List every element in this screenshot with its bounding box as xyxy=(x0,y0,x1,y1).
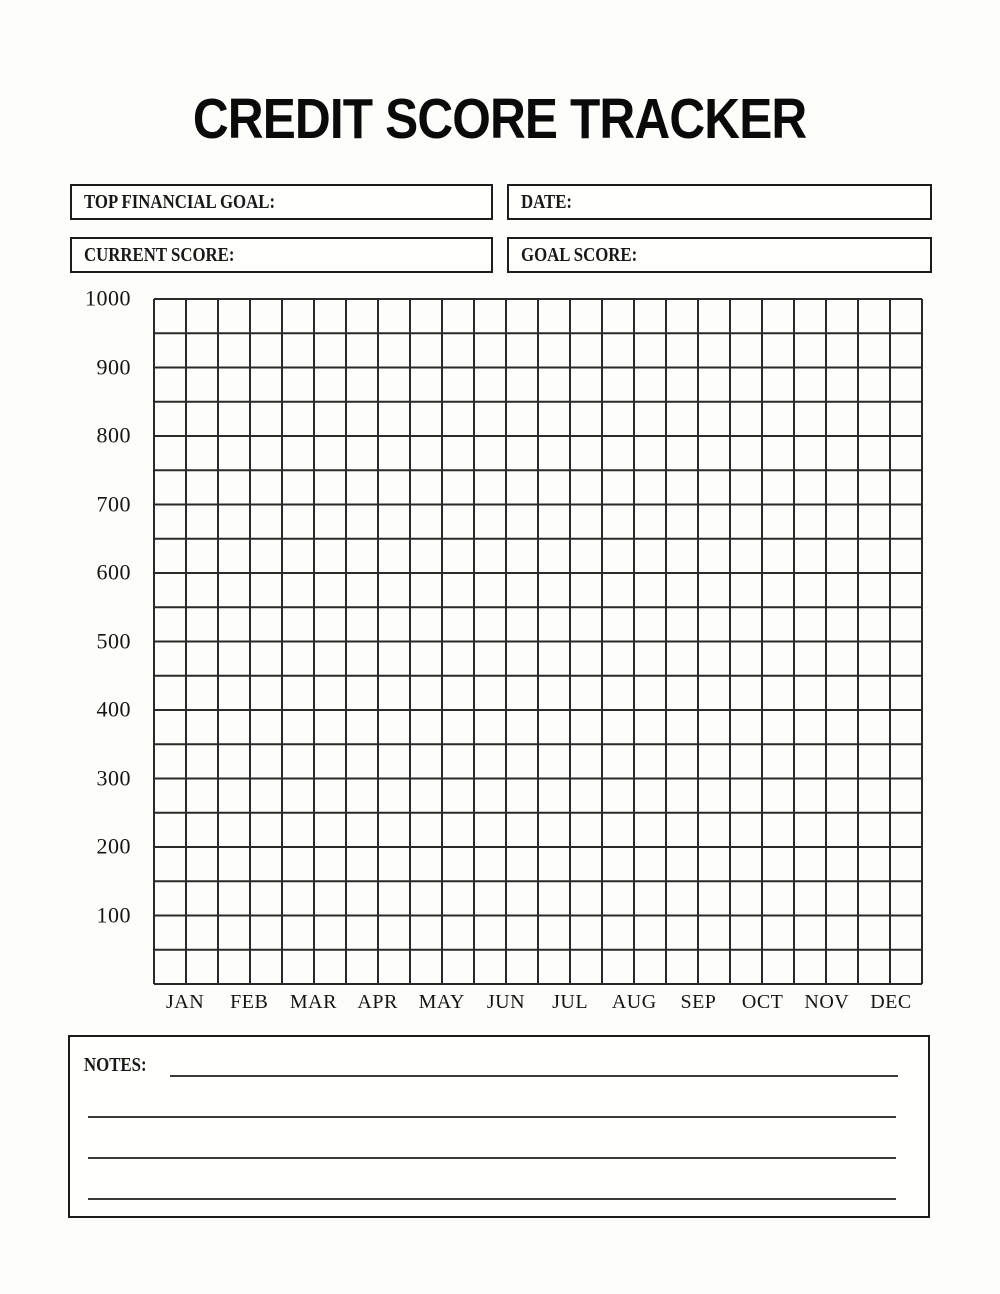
field-current-score xyxy=(70,237,493,273)
tracker-grid xyxy=(153,298,923,985)
x-axis-label: MAY xyxy=(418,991,465,1013)
notes-extra-lines xyxy=(84,1116,898,1200)
field-goal-score xyxy=(507,237,932,273)
x-axis-label: FEB xyxy=(230,991,269,1013)
x-axis-label: JUN xyxy=(486,991,526,1013)
x-axis-label: APR xyxy=(357,991,398,1013)
y-axis-label: 600 xyxy=(96,559,131,585)
y-axis-label: 300 xyxy=(96,764,131,790)
y-axis-label: 700 xyxy=(96,490,131,516)
notes-ruled-line xyxy=(170,1075,898,1077)
y-axis-label: 800 xyxy=(96,422,131,448)
y-axis-label: 400 xyxy=(96,696,131,722)
y-axis-labels xyxy=(0,285,131,985)
notes-ruled-line xyxy=(88,1116,896,1118)
notes-first-row xyxy=(84,1047,898,1077)
notes-label: NOTES: xyxy=(84,1054,147,1076)
y-axis-label: 200 xyxy=(96,833,131,859)
x-axis-label: NOV xyxy=(804,991,850,1013)
x-axis-label: SEP xyxy=(680,991,717,1013)
field-goal-score-label: GOAL SCORE: xyxy=(521,243,638,266)
page-title: CREDIT SCORE TRACKER xyxy=(193,87,807,151)
x-axis-label: AUG xyxy=(611,991,657,1013)
notes-section xyxy=(68,1035,930,1218)
field-top-financial-goal-label: TOP FINANCIAL GOAL: xyxy=(84,190,276,213)
notes-ruled-line xyxy=(88,1198,896,1200)
x-axis-label: OCT xyxy=(741,991,784,1013)
notes-ruled-line xyxy=(88,1157,896,1159)
y-axis-label: 100 xyxy=(96,901,131,927)
y-axis-label: 1000 xyxy=(85,285,131,311)
x-axis-label: JUL xyxy=(552,991,589,1013)
field-date xyxy=(507,184,932,220)
x-axis-labels xyxy=(153,988,923,1016)
x-axis-label: MAR xyxy=(289,991,337,1013)
header xyxy=(0,86,1000,152)
field-date-label: DATE: xyxy=(521,190,573,213)
x-axis-label: JAN xyxy=(166,991,205,1013)
field-current-score-label: CURRENT SCORE: xyxy=(84,243,235,266)
y-axis-label: 500 xyxy=(96,627,131,653)
field-top-financial-goal xyxy=(70,184,493,220)
x-axis-label: DEC xyxy=(870,991,912,1013)
y-axis-label: 900 xyxy=(96,353,131,379)
